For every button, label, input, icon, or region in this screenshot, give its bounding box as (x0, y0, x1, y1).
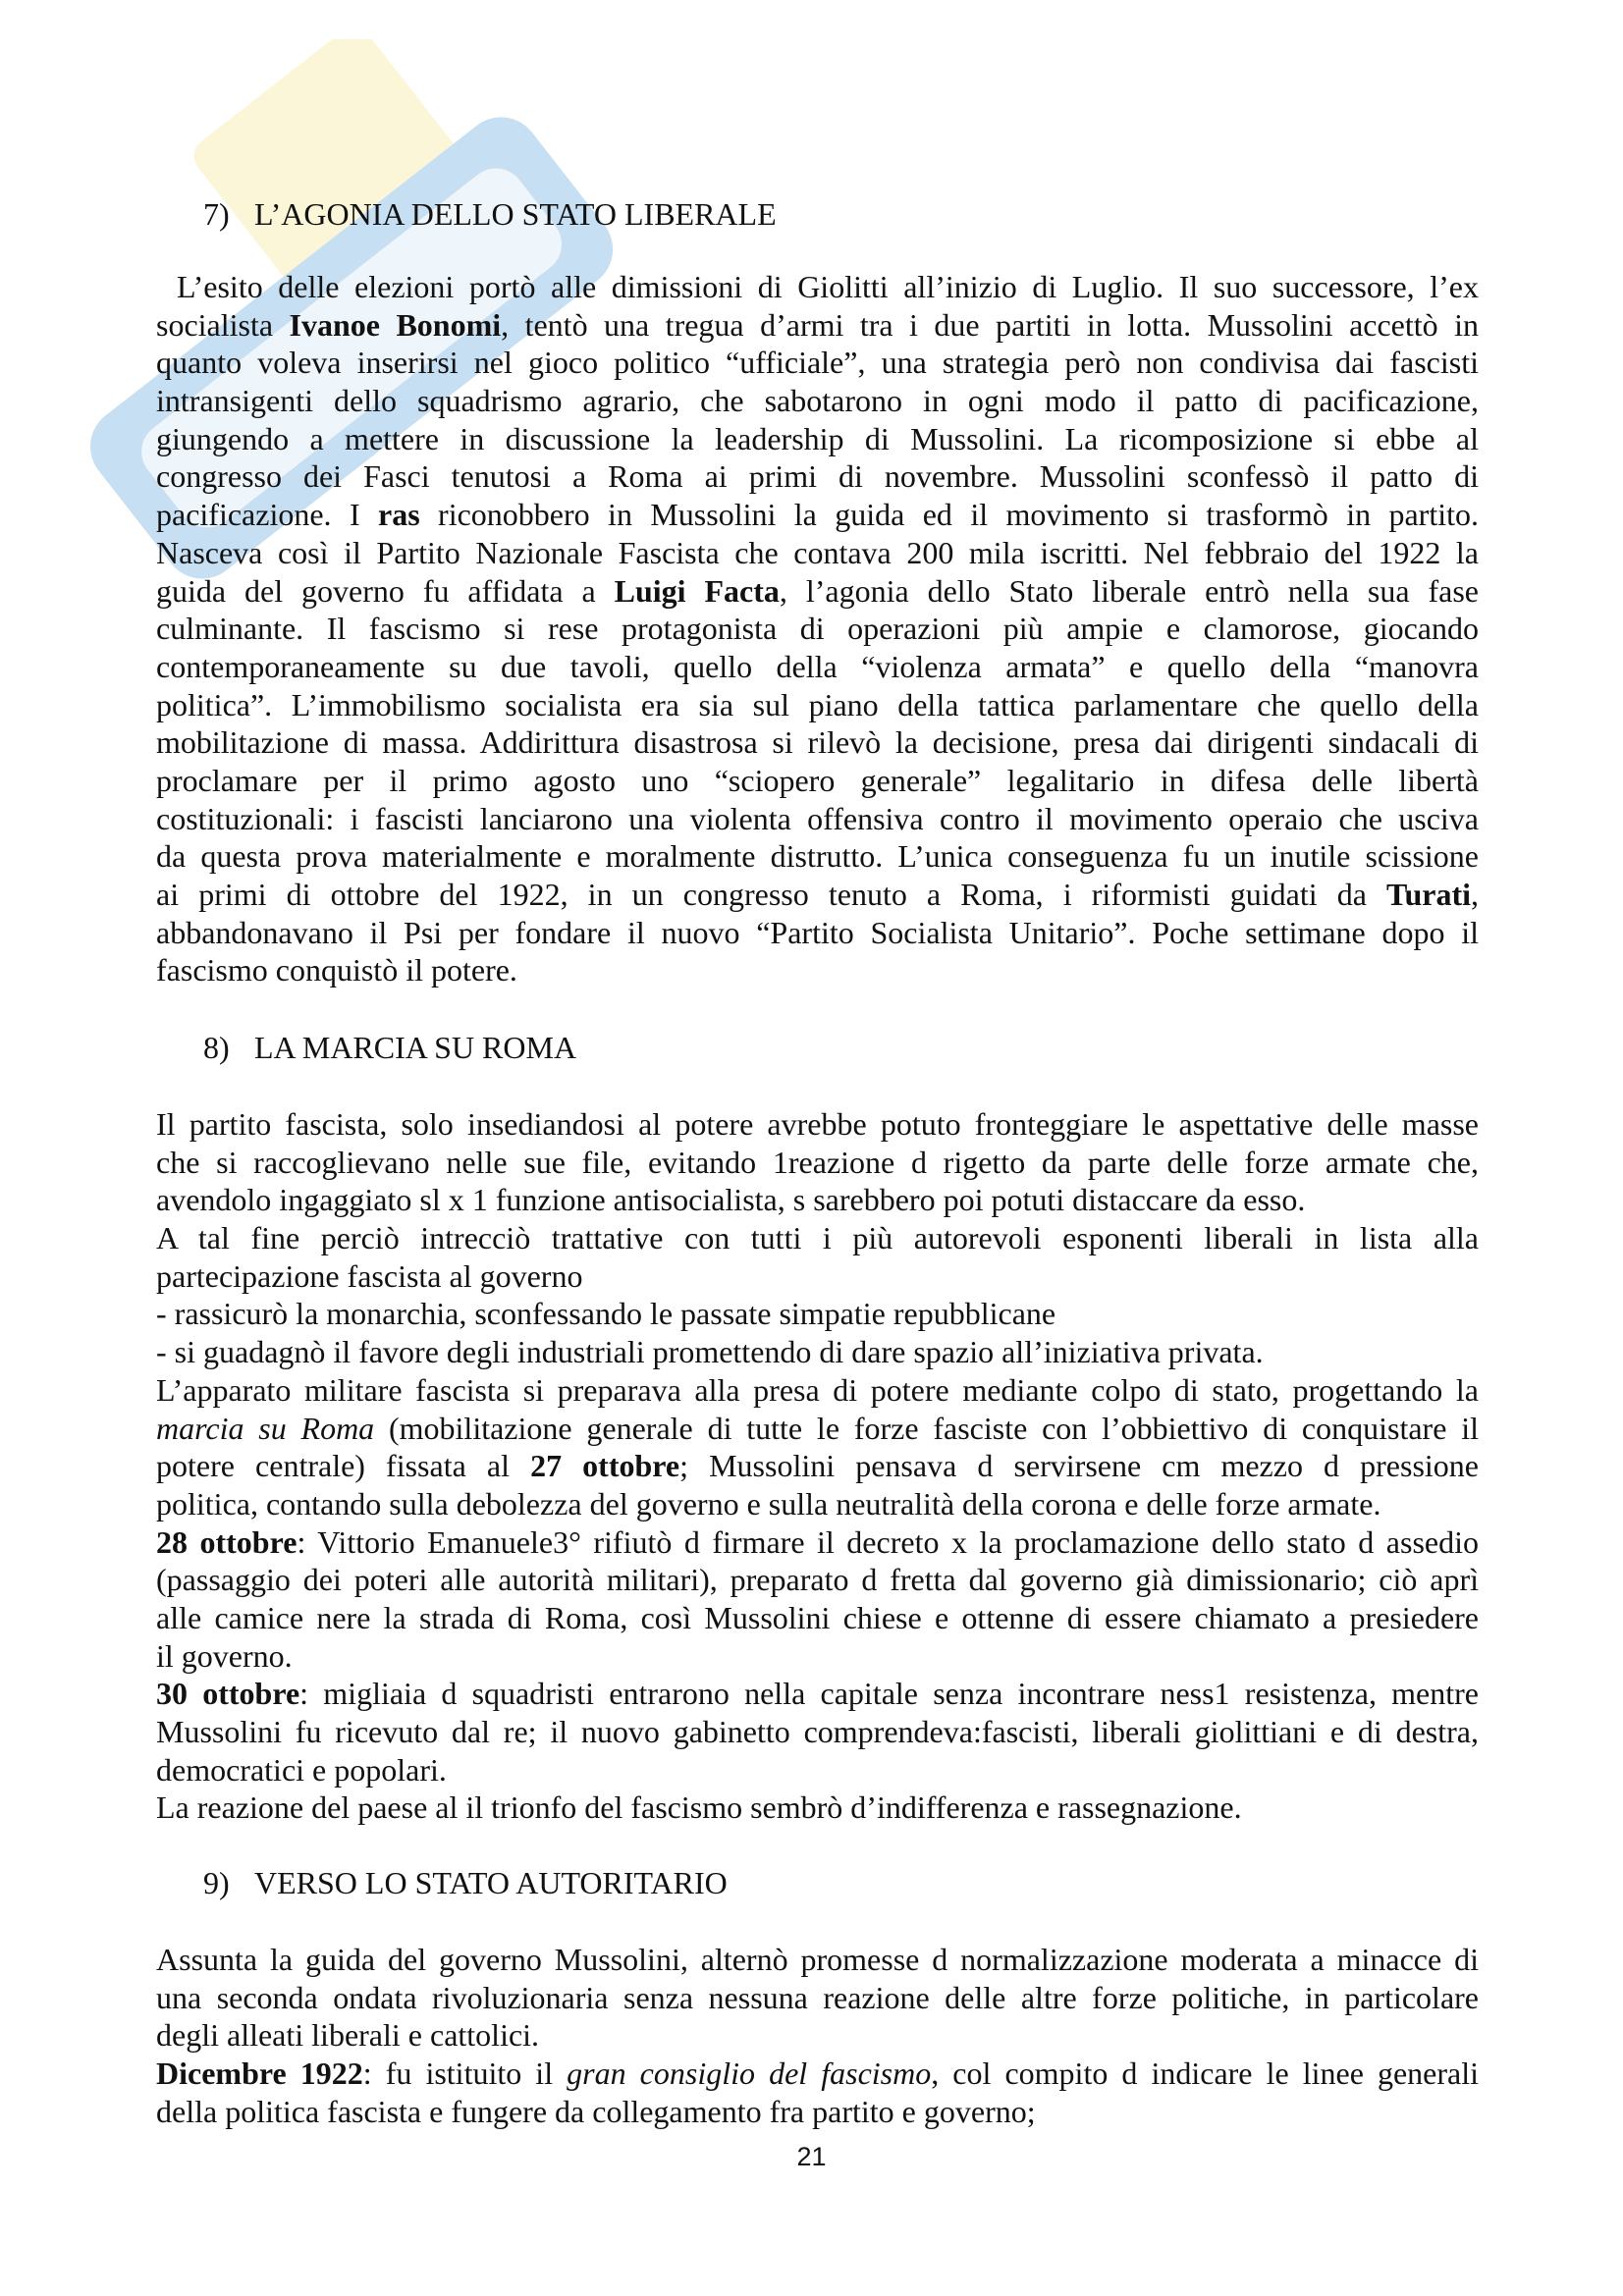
text-segment: abbandonavano il Psi per fondare il nuovo “Partito Socialista Unitario”. Poche settimane dopo il (156, 914, 1479, 950)
bold-text: 30 ottobre (156, 1676, 300, 1712)
text-segment: politica, contando sulla debolezza del governo e sulla neutralità della corona e delle forze armate. (156, 1485, 1381, 1522)
page-number: 21 (796, 2142, 827, 2171)
section-title: LA MARCIA SU ROMA (254, 1030, 577, 1065)
text-line (156, 876, 1479, 914)
text-segment: avendolo ingaggiato sl x 1 funzione antisocialista, s sarebbero poi potuti distaccare da esso. (156, 1182, 1306, 1218)
text-line (156, 951, 1479, 989)
text-line (156, 2016, 1479, 2055)
text-segment: pacificazione. I (156, 497, 378, 533)
bold-text: ras (378, 497, 420, 533)
text-segment: guida del governo fu affidata a (156, 572, 615, 609)
text-segment: - rassicurò la monarchia, sconfessando le passate simpatie repubblicane (156, 1296, 1056, 1332)
text-segment: mobilitazione di massa. Addirittura disastrosa si rilevò la decisione, presa dai dirigenti sindacali di (156, 724, 1479, 761)
text-segment: (passaggio dei poteri alle autorità militari), preparato d fretta dal governo già dimissionario; ciò aprì (156, 1562, 1479, 1598)
text-segment: : migliaia d squadristi entrarono nella capitale senza incontrare ness1 resistenza, mentre (299, 1676, 1480, 1712)
text-line (156, 306, 1479, 345)
italic-text: marcia su Roma (156, 1410, 375, 1446)
text-segment: Mussolini fu ricevuto dal re; il nuovo gabinetto comprendeva:fascisti, liberali giolittiani e di destra, (156, 1714, 1479, 1749)
text-line (156, 1333, 1479, 1371)
section-body (156, 1105, 1479, 1827)
text-segment: fascismo conquistò il potere. (156, 952, 517, 988)
text-line (156, 610, 1479, 648)
text-line (156, 1219, 1479, 1257)
bold-text: Ivanoe Bonomi (289, 306, 502, 343)
text-line (156, 268, 1479, 306)
text-line (156, 1561, 1479, 1599)
text-segment: democratici e popolari. (156, 1751, 447, 1788)
text-segment: , l’agonia dello Stato liberale entrò nella sua fase (779, 572, 1480, 609)
text-line (156, 1599, 1479, 1637)
text-line (156, 1257, 1479, 1296)
text-segment: La reazione del paese al il trionfo del fascismo sembrò d’indifferenza e rassegnazione. (156, 1789, 1242, 1826)
section-number: 7) (203, 196, 230, 232)
text-line (156, 2093, 1479, 2131)
text-segment: socialista (156, 306, 290, 343)
text-line (156, 1485, 1479, 1523)
text-line (156, 762, 1479, 800)
text-segment: degli alleati liberali e cattolici. (156, 2017, 540, 2054)
text-line (156, 572, 1479, 611)
italic-text: gran consiglio del fascismo (567, 2056, 932, 2092)
text-segment: partecipazione fascista al governo (156, 1257, 583, 1294)
text-segment: (mobilitazione generale di tutte le forze fasciste con l’obbiettivo di conquistare il (374, 1410, 1480, 1446)
text-segment: politica”. L’immobilismo socialista era sia sul piano della tattica parlamentare che quello della (156, 686, 1479, 722)
text-line (156, 1523, 1479, 1562)
text-line (156, 382, 1479, 420)
text-line (156, 648, 1479, 686)
text-segment: da questa prova materialmente e moralmente distrutto. L’unica conseguenza fu un inutile scissione (156, 838, 1479, 875)
text-line (156, 1105, 1479, 1144)
bold-text: Turati (1386, 877, 1471, 912)
text-line (156, 1675, 1479, 1713)
text-line (156, 1751, 1479, 1789)
text-segment: giungendo a mettere in discussione la leadership di Mussolini. La ricomposizione si ebbe al (156, 420, 1479, 456)
bold-text: 28 ottobre (156, 1523, 298, 1560)
text-line (156, 686, 1479, 724)
bold-text: Dicembre 1922 (156, 2056, 363, 2092)
text-line (156, 1144, 1479, 1182)
text-line (156, 1181, 1479, 1219)
text-segment: , (1471, 877, 1479, 912)
text-segment: che si raccoglievano nelle sue file, evitando 1reazione d rigetto da parte delle forze armate che, (156, 1144, 1479, 1180)
text-line (156, 1447, 1479, 1485)
text-segment: ; Mussolini pensava d servirsene cm mezzo d pressione (679, 1448, 1480, 1484)
text-segment: potere centrale) fissata al (156, 1448, 531, 1484)
text-line (156, 1979, 1479, 2017)
text-line (156, 1941, 1479, 1979)
text-line (156, 1410, 1479, 1448)
text-line (156, 800, 1479, 838)
text-segment: il governo. (156, 1637, 293, 1674)
text-line (156, 457, 1479, 496)
text-segment: Assunta la guida del governo Mussolini, alternò promesse d normalizzazione moderata a minacce di (156, 1942, 1479, 1977)
text-segment: quanto voleva inserirsi nel gioco politico “ufficiale”, una strategia però non condivisa dai fascisti (156, 345, 1479, 381)
text-line (156, 723, 1479, 762)
text-segment: una seconda ondata rivoluzionaria senza nessuna reazione delle altre forze politiche, in particolare (156, 1979, 1479, 2015)
text-segment: ai primi di ottobre del 1922, in un congresso tenuto a Roma, i riformisti guidati da (156, 877, 1387, 912)
text-segment: L’esito delle elezioni portò alle dimissioni di Giolitti all’inizio di Luglio. Il suo successore, l’ex (177, 269, 1479, 304)
text-line (156, 2055, 1479, 2093)
text-line (156, 1789, 1479, 1827)
text-segment: della politica fascista e fungere da collegamento fra partito e governo; (156, 2093, 1036, 2129)
text-line (156, 1371, 1479, 1410)
text-segment: intransigenti dello squadrismo agrario, che sabotarono in ogni modo il patto di pacificazione, (156, 383, 1479, 419)
text-segment: riconobbero in Mussolini la guida ed il movimento si trasformò in partito. (419, 497, 1480, 533)
text-segment: : Vittorio Emanuele3° rifiutò d firmare il decreto x la proclamazione dello stato d assedio (297, 1523, 1480, 1560)
text-line (156, 1637, 1479, 1676)
section-title: VERSO LO STATO AUTORITARIO (254, 1865, 728, 1900)
text-segment: A tal fine perciò intrecciò trattative con tutti i più autorevoli esponenti liberali in lista alla (156, 1220, 1479, 1256)
text-line (156, 837, 1479, 876)
text-line (156, 1713, 1479, 1751)
text-segment: Nasceva così il Partito Nazionale Fascista che contava 200 mila iscritti. Nel febbraio del 1922 la (156, 534, 1479, 570)
text-line (156, 420, 1479, 458)
text-line (156, 496, 1479, 534)
bold-text: 27 ottobre (530, 1448, 680, 1484)
text-segment: Il partito fascista, solo insediandosi al potere avrebbe potuto fronteggiare le aspettative delle masse (156, 1106, 1479, 1142)
text-segment: : fu istituito il (362, 2056, 568, 2092)
section-number: 9) (203, 1865, 230, 1900)
section-title: L’AGONIA DELLO STATO LIBERALE (254, 196, 777, 232)
text-segment: alle camice nere la strada di Roma, così Mussolini chiese e ottenne di essere chiamato a presiedere (156, 1599, 1479, 1635)
text-line (156, 534, 1479, 572)
text-line (156, 914, 1479, 952)
text-line (156, 344, 1479, 382)
text-segment: - si guadagnò il favore degli industriali promettendo di dare spazio all’iniziativa privata. (156, 1334, 1264, 1370)
text-line (156, 1295, 1479, 1333)
text-segment: costituzionali: i fascisti lanciarono una violenta offensiva contro il movimento operaio che usciva (156, 800, 1479, 836)
text-segment: L’apparato militare fascista si preparava alla presa di potere mediante colpo di stato, progettando la (156, 1371, 1479, 1408)
section-body (156, 1941, 1479, 2130)
text-segment: proclamare per il primo agosto uno “sciopero generale” legalitario in difesa delle libertà (156, 762, 1479, 798)
text-segment: contemporaneamente su due tavoli, quello della “violenza armata” e quello della “manovra (156, 648, 1479, 684)
bold-text: Luigi Facta (614, 572, 780, 609)
text-segment: , tentò una tregua d’armi tra i due partiti in lotta. Mussolini accettò in (501, 306, 1479, 343)
section-number: 8) (203, 1030, 230, 1065)
text-segment: , col compito d indicare le linee generali (931, 2056, 1480, 2092)
text-segment: congresso dei Fasci tenutosi a Roma ai primi di novembre. Mussolini sconfessò il patto di (156, 458, 1479, 495)
text-segment: culminante. Il fascismo si rese protagonista di operazioni più ampie e clamorose, giocando (156, 611, 1479, 647)
section-body (156, 268, 1479, 989)
